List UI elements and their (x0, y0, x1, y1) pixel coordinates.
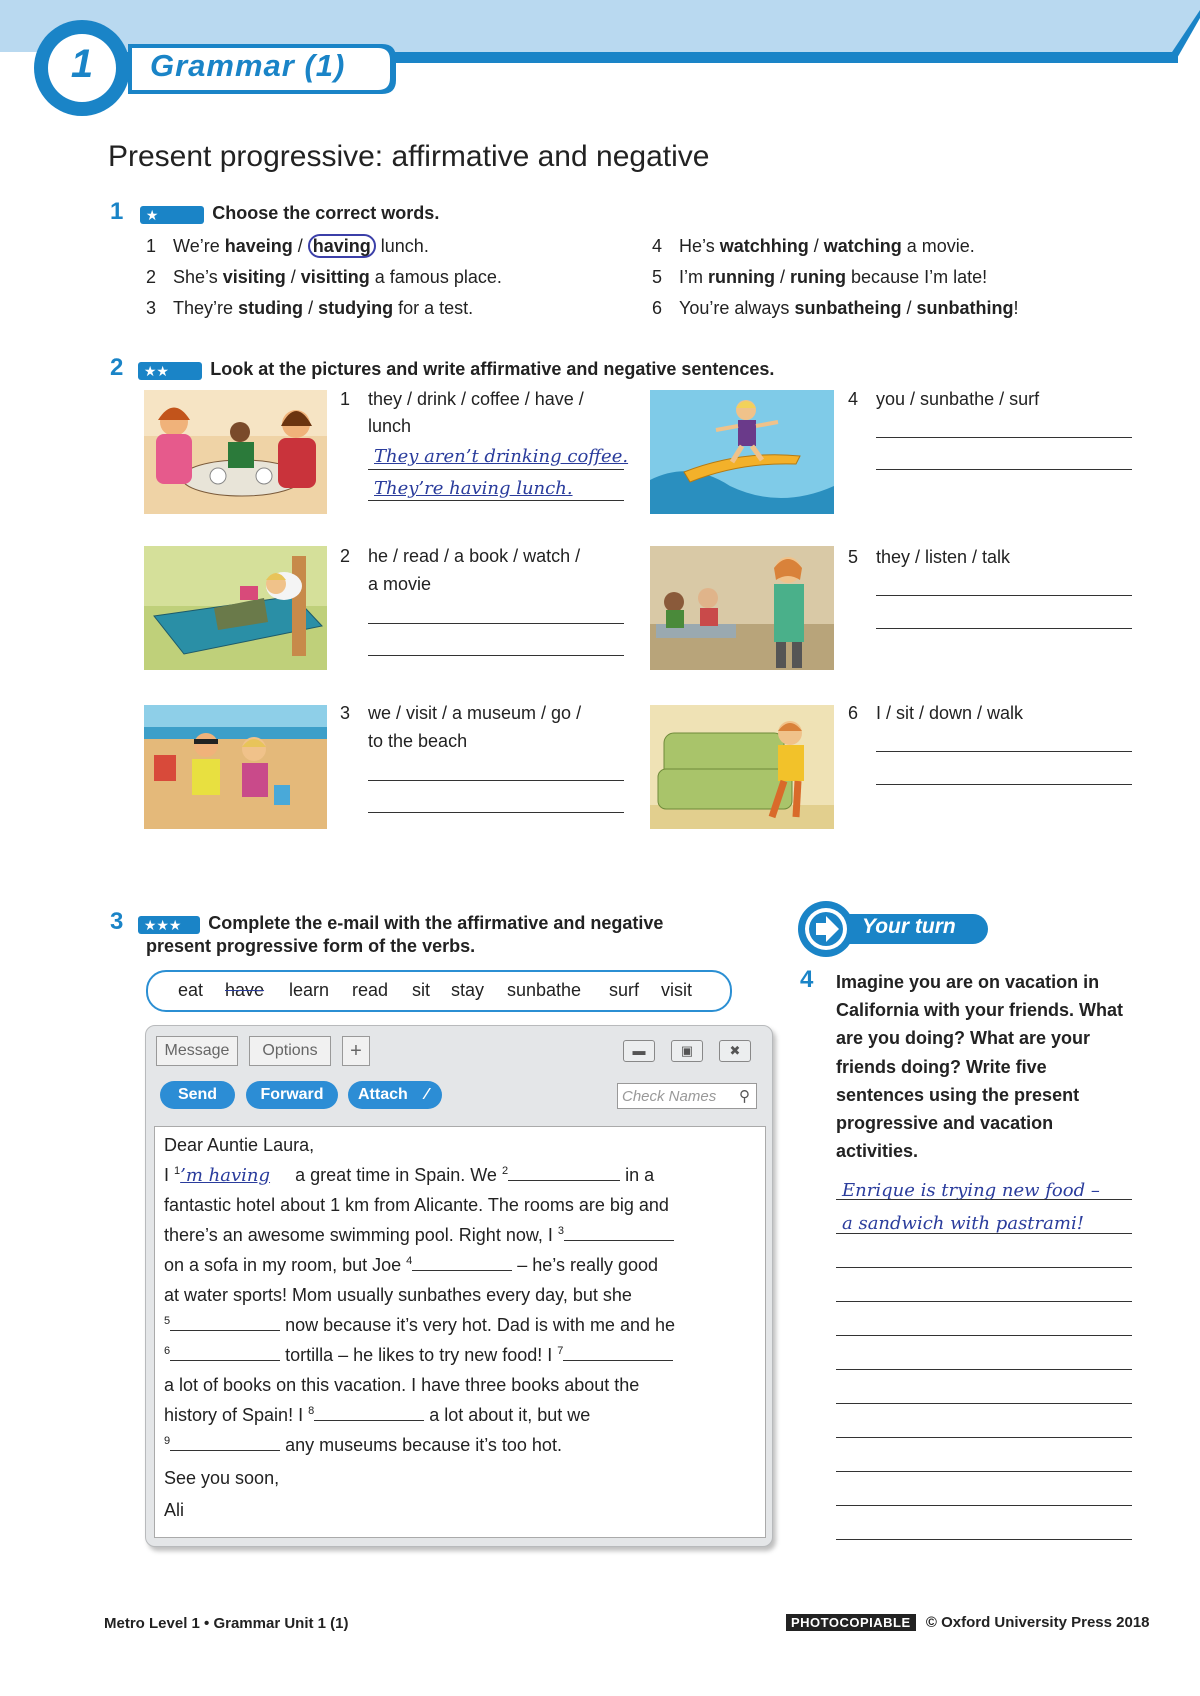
email-line (164, 1435, 562, 1456)
item-number: 3 (146, 298, 157, 318)
item-text: for a test. (393, 298, 474, 318)
gap-blank[interactable] (170, 1316, 280, 1331)
answer-line[interactable] (368, 812, 624, 813)
answer-line[interactable] (836, 1505, 1132, 1506)
answer-line[interactable] (368, 623, 624, 624)
gap-number: 1 (174, 1165, 181, 1177)
gap-number: 4 (406, 1255, 413, 1267)
gap-blank[interactable] (508, 1166, 620, 1181)
email-text: I (164, 1165, 175, 1185)
answer-line (368, 469, 624, 470)
minimize-icon[interactable]: ▬ (623, 1040, 655, 1062)
word-learn: learn (289, 980, 330, 1000)
instruction: Complete the e-mail with the affirmative and negative (208, 913, 664, 933)
handwritten-answer: ’m having (180, 1165, 271, 1186)
answer-line[interactable] (876, 784, 1132, 785)
option-b[interactable]: runing (790, 267, 847, 287)
copyright-text: © Oxford University Press 2018 (925, 1614, 1150, 1631)
exercise-3-heading (110, 908, 663, 936)
answer-line[interactable] (876, 628, 1132, 629)
word-surf: surf (609, 980, 640, 1000)
item-text: She’s (173, 267, 223, 287)
option-a[interactable]: sunbatheing (794, 298, 902, 318)
exercise-2-heading (110, 354, 774, 382)
prompt-line: they / listen / talk (876, 547, 1011, 567)
prompt-line: we / visit / a museum / go / (368, 703, 582, 723)
answer-line (836, 1199, 1132, 1200)
gap-number: 5 (164, 1315, 171, 1327)
word-read: read (352, 980, 389, 1000)
answer-line[interactable] (836, 1403, 1132, 1404)
email-line (164, 1345, 673, 1366)
answer-line[interactable] (836, 1437, 1132, 1438)
exercise-1-heading (110, 198, 439, 226)
handwritten-answer: They aren’t drinking coffee. (374, 446, 629, 467)
prompt-line: they / drink / coffee / have / (368, 389, 584, 409)
email-text: tortilla – he likes to try new food! I (280, 1345, 558, 1365)
ex2-item-2 (340, 546, 581, 567)
gap-blank[interactable] (563, 1346, 673, 1361)
email-text: there’s an awesome swimming pool. Right now, I (164, 1225, 558, 1245)
ex1-item-4 (652, 236, 975, 257)
word-eat: eat (178, 980, 204, 1000)
difficulty-stars: ★ (140, 206, 204, 224)
exercise-number: 2 (110, 354, 124, 381)
email-text: – he’s really good (512, 1255, 659, 1275)
email-text: now because it’s very hot. Dad is with me and he (280, 1315, 675, 1335)
item-sep: / (775, 267, 791, 287)
item-sep: / (285, 267, 301, 287)
maximize-icon[interactable]: ▣ (671, 1040, 703, 1062)
item-text: You’re always (679, 298, 795, 318)
new-tab-button[interactable]: + (342, 1036, 370, 1066)
item-text: a famous place. (369, 267, 502, 287)
check-names-placeholder: Check Names (622, 1088, 717, 1105)
answer-line[interactable] (876, 469, 1132, 470)
option-b[interactable]: visitting (300, 267, 370, 287)
email-line: at water sports! Mom usually sunbathes every day, but she (164, 1285, 632, 1305)
option-a[interactable]: visiting (222, 267, 286, 287)
handwritten-answer: Enrique is trying new food – (842, 1180, 1100, 1201)
gap-blank[interactable] (564, 1226, 674, 1241)
answer-line[interactable] (368, 655, 624, 656)
send-button[interactable]: Send (160, 1081, 235, 1109)
item-sep: / (901, 298, 917, 318)
option-b[interactable]: studying (318, 298, 394, 318)
footer-course-info: Metro Level 1 • Grammar Unit 1 (1) (104, 1615, 349, 1632)
search-icon: ⚲ (739, 1088, 750, 1105)
picture-classroom (650, 546, 834, 670)
your-turn-label: Your turn (862, 915, 956, 938)
unit-number: 1 (70, 42, 94, 86)
word-have-crossed: have (225, 980, 265, 1000)
picture-friends-lunch (144, 390, 327, 514)
gap-number: 2 (501, 1165, 509, 1177)
email-text: history of Spain! I (164, 1405, 309, 1425)
email-text: a lot about it, but we (424, 1405, 591, 1425)
answer-line[interactable] (836, 1301, 1132, 1302)
item-number: 4 (652, 236, 663, 256)
answer-line[interactable] (836, 1471, 1132, 1472)
item-text: He’s (679, 236, 720, 256)
answer-line[interactable] (836, 1539, 1132, 1540)
option-b[interactable]: sunbathing (916, 298, 1014, 318)
item-text: They’re (173, 298, 239, 318)
gap-number: 9 (164, 1435, 171, 1447)
email-text: in a (620, 1165, 655, 1185)
gap-number: 6 (164, 1345, 171, 1357)
ex1-item-2 (146, 267, 502, 288)
prompt-line: he / read / a book / watch / (368, 546, 581, 566)
answer-line[interactable] (876, 437, 1132, 438)
footer-copyright (786, 1614, 1150, 1631)
answer-line[interactable] (836, 1369, 1132, 1370)
item-number: 6 (848, 703, 859, 723)
email-greeting: Dear Auntie Laura, (164, 1135, 315, 1155)
prompt-line: you / sunbathe / surf (876, 389, 1040, 409)
email-text: on a sofa in my room, but Joe (164, 1255, 407, 1275)
ex2-item-3 (340, 703, 582, 724)
item-number: 5 (652, 267, 663, 287)
answer-line (836, 1233, 1132, 1234)
email-line (164, 1405, 590, 1426)
attach-button[interactable] (348, 1081, 442, 1109)
tab-options[interactable]: Options (249, 1036, 331, 1066)
ex1-item-1 (146, 236, 429, 257)
ex1-item-5 (652, 267, 987, 288)
gap-blank[interactable] (170, 1346, 280, 1361)
item-number: 2 (146, 267, 157, 287)
ex2-item-4 (848, 389, 1040, 410)
answer-line[interactable] (836, 1335, 1132, 1336)
word-stay: stay (451, 980, 485, 1000)
email-line: a lot of books on this vacation. I have three books about the (164, 1375, 640, 1395)
handwritten-answer: a sandwich with pastrami! (842, 1213, 1084, 1234)
difficulty-stars: ★★ (138, 362, 202, 380)
exercise-number: 3 (110, 908, 124, 935)
gap-number: 3 (557, 1225, 564, 1237)
forward-button[interactable]: Forward (246, 1081, 338, 1109)
close-icon[interactable]: ✖ (719, 1040, 751, 1062)
word-sit: sit (412, 980, 430, 1000)
word-sunbathe: sunbathe (507, 980, 582, 1000)
instruction: Look at the pictures and write affirmative and negative sentences. (210, 359, 775, 379)
paperclip-icon: ∕ (425, 1086, 428, 1103)
word-visit: visit (661, 980, 692, 1000)
gap-number: 7 (557, 1345, 564, 1357)
instruction: Choose the correct words. (212, 203, 440, 223)
item-sep: / (303, 298, 319, 318)
gap-blank[interactable] (170, 1436, 280, 1451)
email-text: any museums because it’s too hot. (280, 1435, 562, 1455)
option-a[interactable]: haveing (224, 236, 293, 256)
ex2-item-1-line2: lunch (368, 416, 412, 436)
item-text: ! (1013, 298, 1019, 318)
answer-line[interactable] (876, 751, 1132, 752)
instruction-cont: present progressive form of the verbs. (146, 936, 476, 956)
option-a[interactable]: watchhing (719, 236, 809, 256)
picture-beach-walk (144, 705, 327, 829)
email-line (164, 1225, 674, 1246)
exercise-number: 4 (800, 966, 814, 993)
photocopiable-badge: PHOTOCOPIABLE (786, 1614, 916, 1631)
answer-line (368, 500, 624, 501)
option-a[interactable]: studing (238, 298, 304, 318)
email-signature: Ali (164, 1500, 185, 1520)
your-turn-instruction: Imagine you are on vacation in California with your friends. What are you doing? What are your friends doing? Write five sentences using the present progressive and vacation activities. (836, 972, 1124, 1162)
item-number: 1 (340, 389, 351, 409)
ex2-item-6 (848, 703, 1024, 724)
answer-line[interactable] (368, 780, 624, 781)
item-number: 2 (340, 546, 351, 566)
item-number: 5 (848, 547, 859, 567)
email-text: a great time in Spain. We (295, 1165, 502, 1185)
handwritten-answer: They’re having lunch. (374, 478, 573, 499)
item-text: We’re (173, 236, 225, 256)
answer-line[interactable] (836, 1267, 1132, 1268)
item-number: 3 (340, 703, 351, 723)
ex2-item-3-line2: to the beach (368, 731, 468, 751)
option-b[interactable]: watching (823, 236, 902, 256)
page-title: Present progressive: affirmative and negative (108, 140, 710, 173)
item-text: because I’m late! (846, 267, 988, 287)
ex1-item-3 (146, 298, 473, 319)
email-line (164, 1315, 675, 1336)
item-text: a movie. (901, 236, 975, 256)
tab-message[interactable]: Message (156, 1036, 238, 1066)
attach-label: Attach (358, 1086, 408, 1103)
exercise-number: 1 (110, 198, 124, 225)
email-line (164, 1165, 654, 1186)
picture-surfer (650, 390, 834, 514)
prompt-line: I / sit / down / walk (876, 703, 1024, 723)
item-number: 1 (146, 236, 157, 256)
ex2-item-1 (340, 389, 584, 410)
ex2-item-2-line2: a movie (368, 574, 432, 594)
ex2-item-5 (848, 547, 1011, 568)
email-line (164, 1255, 658, 1276)
picture-boy-bed (144, 546, 327, 670)
email-closing: See you soon, (164, 1468, 280, 1488)
item-number: 6 (652, 298, 663, 318)
gap-blank[interactable] (314, 1406, 424, 1421)
check-names-input[interactable] (617, 1083, 757, 1109)
item-text: lunch. (375, 236, 429, 256)
gap-blank[interactable] (412, 1256, 512, 1271)
section-title: Grammar (1) (150, 48, 346, 83)
difficulty-stars: ★★★ (138, 916, 200, 934)
gap-number: 8 (308, 1405, 315, 1417)
item-number: 4 (848, 389, 859, 409)
ex1-item-6 (652, 298, 1018, 319)
option-a[interactable]: running (708, 267, 776, 287)
email-line: fantastic hotel about 1 km from Alicante. The rooms are big and (164, 1195, 669, 1215)
item-sep: / (808, 236, 824, 256)
answer-line[interactable] (876, 595, 1132, 596)
item-text: I’m (679, 267, 709, 287)
option-b-circled[interactable]: having (308, 234, 376, 258)
item-sep: / (292, 236, 308, 256)
picture-boy-sofa (650, 705, 834, 829)
